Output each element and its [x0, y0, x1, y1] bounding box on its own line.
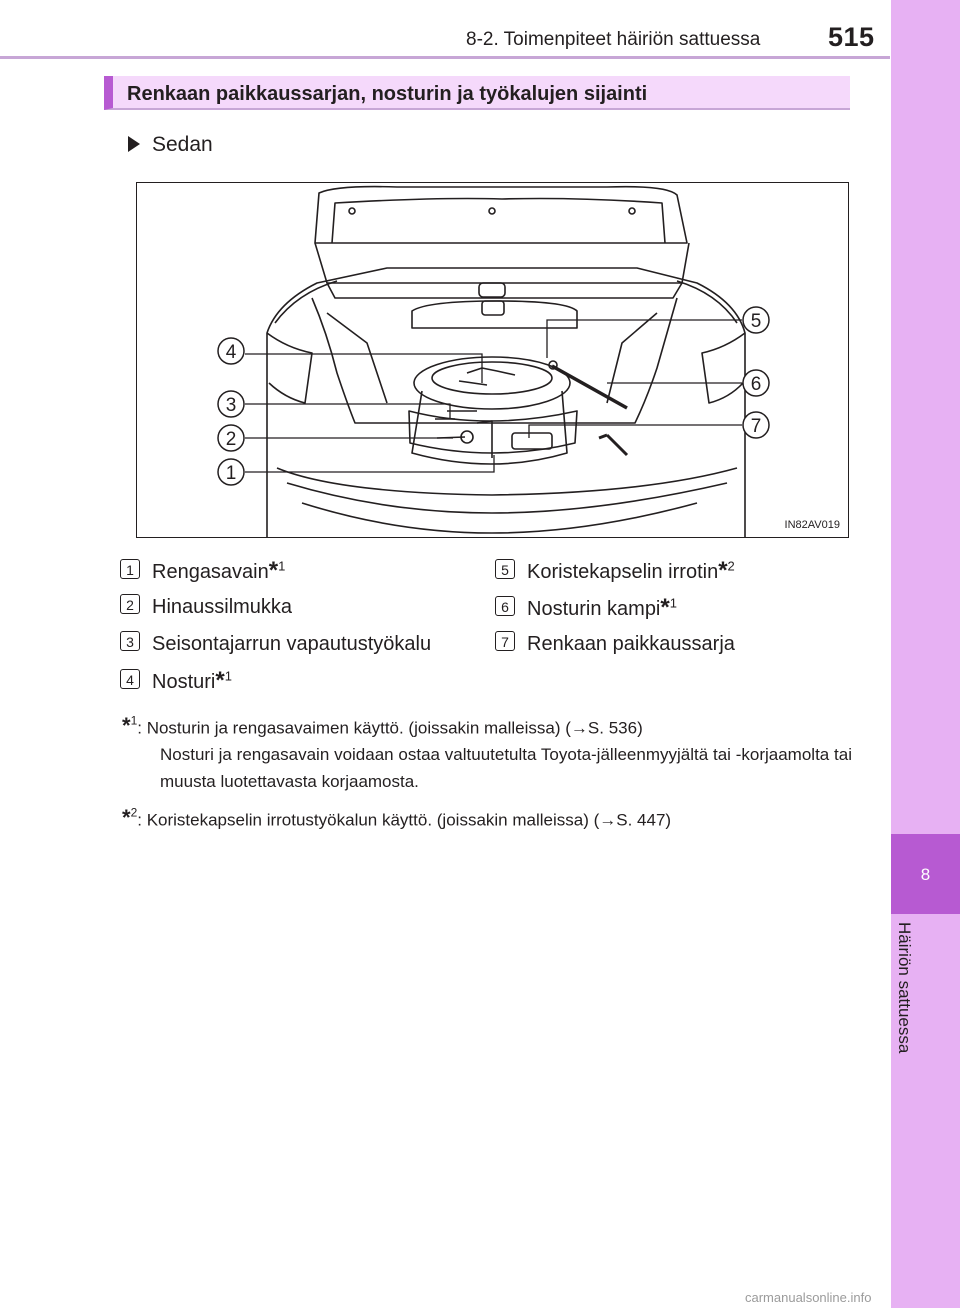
callout-7 — [743, 412, 769, 438]
svg-text:3: 3 — [225, 395, 237, 416]
legend-number: 1 — [120, 559, 140, 579]
footnote-marker: * — [718, 557, 728, 584]
footnote-marker: *$^1$ — [122, 713, 138, 739]
legend-number: 7 — [495, 631, 515, 651]
chapter-title: Häiriön sattuessa — [895, 922, 914, 1054]
svg-text:5: 5 — [750, 311, 762, 332]
svg-text:2: 2 — [225, 429, 237, 450]
section-heading — [104, 76, 850, 110]
legend-label: Rengasavain — [152, 561, 269, 583]
callout-6 — [743, 370, 769, 396]
svg-text:6: 6 — [750, 374, 762, 395]
trunk-illustration — [136, 182, 849, 538]
legend-label: Nosturi — [152, 671, 216, 693]
legend-label: Renkaan paikkaussarja — [527, 633, 735, 655]
header-section-title: 8-2. Toimenpiteet häiriön sattuessa — [466, 29, 761, 50]
svg-text:4: 4 — [225, 342, 237, 363]
section-heading-text: Renkaan paikkaussarjan, nosturin ja työkalujen sijainti — [127, 83, 648, 105]
chapter-number: 8 — [920, 865, 931, 884]
footnote-marker: * — [660, 594, 670, 621]
footnote-ref: 1 — [669, 595, 677, 611]
svg-text:7: 7 — [750, 416, 762, 437]
legend-item — [495, 631, 735, 656]
variant-label-text: Sedan — [152, 133, 213, 156]
figure-code: IN82AV019 — [784, 519, 840, 531]
callout-3 — [218, 391, 244, 417]
legend-label: Hinaussilmukka — [152, 596, 293, 618]
footnote-continuation: Nosturi ja rengasavain voidaan ostaa valtuutetulta Toyota-jälleenmyyjältä tai -korjaamolta tai muusta luotettavasta korjaamosta. — [160, 745, 852, 792]
watermark: carmanualsonline.info — [745, 1290, 872, 1305]
triangle-bullet-icon — [128, 136, 140, 152]
chapter-sidebar — [891, 0, 960, 1308]
footnote-ref: 1 — [278, 558, 286, 574]
legend-number: 6 — [495, 596, 515, 616]
legend-item — [120, 667, 232, 695]
car-trunk-drawing — [137, 183, 848, 537]
legend-item — [120, 631, 431, 656]
legend-number: 5 — [495, 559, 515, 579]
legend-item — [495, 557, 735, 585]
legend-item — [120, 594, 292, 619]
header-rule — [0, 56, 890, 59]
svg-text:1: 1 — [225, 463, 237, 484]
footnote-marker: * — [268, 557, 279, 584]
footnote-ref: 1 — [224, 668, 232, 684]
legend-item — [495, 594, 677, 622]
footnote-1 — [122, 708, 852, 795]
chapter-title-vertical — [894, 922, 934, 1092]
chapter-tab[interactable] — [891, 834, 960, 914]
callout-4 — [218, 338, 244, 364]
footnote-2 — [122, 800, 852, 833]
legend-label: Seisontajarrun vapautustyökalu — [152, 633, 432, 655]
page-number: 515 — [828, 22, 875, 52]
footnote-marker: *$^2$ — [122, 805, 138, 831]
legend-number: 4 — [120, 669, 140, 689]
legend-label: Nosturin kampi — [527, 598, 661, 620]
legend-label: Koristekapselin irrotin — [527, 561, 719, 583]
legend-item — [120, 557, 285, 585]
page-header — [0, 0, 890, 58]
callout-5 — [743, 307, 769, 333]
footnote-ref: 2 — [727, 558, 735, 574]
footnote-text: : Koristekapselin irrotustyökalun käyttö. (joissakin malleissa) (→S. 447) — [137, 810, 672, 830]
variant-label — [128, 133, 213, 157]
callout-2 — [218, 425, 244, 451]
legend-number: 3 — [120, 631, 140, 651]
legend-number: 2 — [120, 594, 140, 614]
footnote-marker: * — [215, 667, 225, 694]
footnote-text: : Nosturin ja rengasavaimen käyttö. (joissakin malleissa) (→S. 536) — [137, 718, 643, 738]
callout-1 — [218, 459, 244, 485]
